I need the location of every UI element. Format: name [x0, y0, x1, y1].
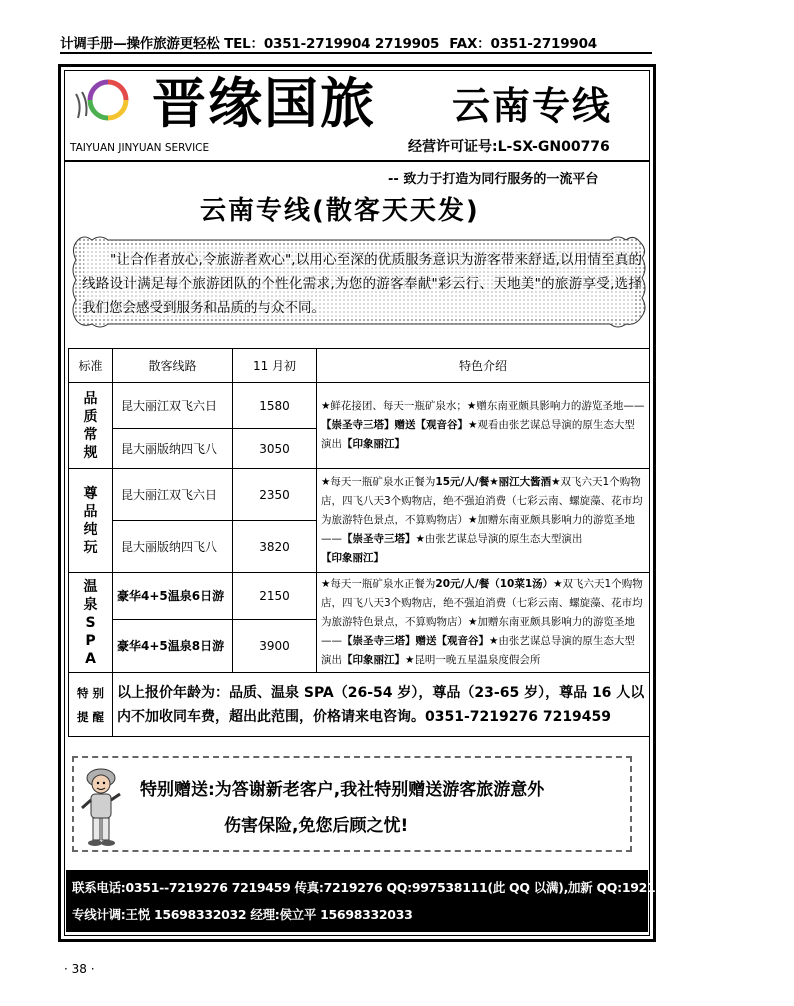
header-fax: 0351-2719904: [490, 36, 597, 52]
divider: [64, 160, 650, 162]
contact-bar: [66, 870, 794, 932]
header-tel-label: TEL：: [224, 36, 264, 52]
category-label: 温泉SPA: [83, 578, 98, 667]
table-row: [69, 383, 650, 429]
price-cell: 2150: [233, 573, 317, 620]
gift-line-1: 特别赠送:为答谢新老客户,我社特别赠送游客旅游意外: [140, 780, 545, 800]
cartoon-figure-icon: [78, 764, 124, 848]
note-label-cell: [69, 673, 113, 737]
header-standard: 标准: [69, 349, 113, 383]
page-number: · 38 ·: [64, 962, 95, 976]
header-route: 散客线路: [113, 349, 233, 383]
route-cell: 豪华4+5温泉8日游: [113, 619, 233, 672]
contact-line-2: 专线计调:王悦 15698332032 经理:侯立平 15698332033: [72, 907, 413, 922]
route-cell: 昆大丽版纳四飞八: [113, 521, 233, 573]
gift-line-2: 伤害保险,免您后顾之忧!: [224, 816, 409, 836]
route-cell: 豪华4+5温泉6日游: [113, 573, 233, 620]
header-bar: [60, 34, 652, 54]
category-label: 品质常规: [83, 390, 98, 461]
route-cell: 昆大丽版纳四飞八: [113, 429, 233, 469]
route-cell: 昆大丽江双飞六日: [113, 469, 233, 521]
gift-text: [140, 772, 620, 844]
category-label: 尊品纯玩: [83, 485, 98, 556]
route-cell: 昆大丽江双飞六日: [113, 383, 233, 429]
company-english-name: TAIYUAN JINYUAN SERVICE: [70, 142, 210, 154]
note-text: 以上报价年龄为：品质、温泉 SPA（26-54 岁），尊品（23-65 岁），尊品 16 人以内不加收同车费，超出此范围，价格请来电咨询。0351-7219276 7219459: [113, 673, 650, 737]
category-cell: [69, 383, 113, 469]
header-features: 特色介绍: [317, 349, 650, 383]
price-cell: 3820: [233, 521, 317, 573]
note-row: [69, 673, 650, 737]
table-row: [69, 573, 650, 620]
header-slogan: 计调手册—操作旅游更轻松: [60, 36, 220, 52]
intro-paragraph: "让合作者放心,令旅游者欢心",以用心至深的优质服务意识为游客带来舒适,以用情至真的线路设计满足每个旅游团队的个性化需求,为您的游客奉献"彩云行、天地美"的旅游享受,选择我们您会感受到服务和品质的与众不同。: [82, 252, 642, 316]
contact-line-1: 联系电话:0351--7219276 7219459 传真:7219276 QQ:997538111(此 QQ 以满),加新 QQ:1921946179 2248343829: [72, 880, 794, 895]
price-cell: 3050: [233, 429, 317, 469]
header-fax-label: FAX：: [449, 36, 491, 52]
note-label-1: 特 别: [76, 685, 104, 700]
license-number: 经营许可证号:L-SX-GN00776: [408, 139, 610, 155]
tagline: -- 致力于打造为同行服务的一流平台: [388, 172, 599, 187]
feature-cell: ★每天一瓶矿泉水正餐为20元/人/餐（10菜1汤）★双飞六天1个购物店，四飞八天3个购物店，绝不强迫消费（七彩云南、螺旋藻、花市均为旅游特色景点，不算购物店）★加赠东南亚颇具影响力的游览圣地——【崇圣寺三塔】赠送【观音谷】★由张艺谋总导演的原生态大型演出【印象丽江】★昆明一晚五星温泉度假会所: [317, 573, 650, 673]
feature-cell: ★每天一瓶矿泉水正餐为15元/人/餐★丽江大酱酒★双飞六天1个购物店，四飞八天3个购物店，绝不强迫消费（七彩云南、螺旋藻、花市均为旅游特色景点，不算购物店）★加赠东南亚颇具影响力的游览圣地——【崇圣寺三塔】★由张艺谋总导演的原生态大型演出【印象丽江】: [317, 469, 650, 573]
price-cell: 3900: [233, 619, 317, 672]
header-tel: 0351-2719904 2719905: [263, 36, 440, 52]
table-row: [69, 469, 650, 521]
company-logo-icon: [66, 74, 136, 134]
company-name: 晋缘国旅: [152, 72, 376, 135]
line-name: 云南专线: [452, 84, 613, 128]
price-cell: 2350: [233, 469, 317, 521]
category-cell: [69, 573, 113, 673]
page-subtitle: 云南专线(散客天天发): [200, 196, 480, 226]
category-cell: [69, 469, 113, 573]
price-table: [68, 348, 650, 737]
feature-cell: ★鲜花接团、每天一瓶矿泉水；★赠东南亚颇具影响力的游览圣地——【崇圣寺三塔】赠送【观音谷】★观看由张艺谋总导演的原生态大型演出【印象丽江】: [317, 383, 650, 469]
table-header-row: [69, 349, 650, 383]
price-cell: 1580: [233, 383, 317, 429]
note-label-2: 提 醒: [76, 709, 104, 724]
header-price: 11 月初: [233, 349, 317, 383]
